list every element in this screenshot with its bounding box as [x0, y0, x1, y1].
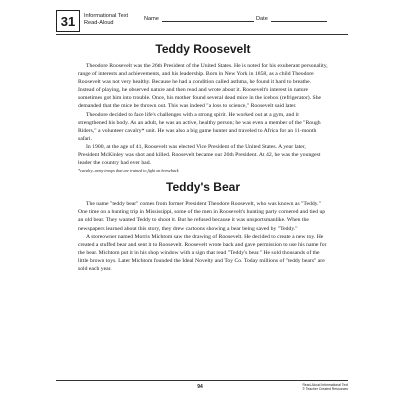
article2-paragraph: A storeowner named Morris Michtom saw the drawing of Roosevelt. He decided to create a new toy. He created a stuffed bear and sent it to Roosevelt. Roosevelt wrote back and gave permission to use his name for the bear. Michtom put it in his shop window with a sign that read "Teddy's bear." He sold thousands of the little brown toys. Later Michtom founded the Ideal Novelty and Toy Co. Today millions of "teddy bears" are sold each year.: [78, 233, 327, 272]
article1-paragraph: In 1900, at the age of 41, Roosevelt was elected Vice President of the United States. A year later, President McKinley was shot and killed. Roosevelt became our 26th President. At 42, he was the youngest leader the country had ever had.: [78, 143, 321, 167]
footer-page-number: 94: [197, 384, 203, 390]
page-number-badge: 31: [56, 10, 80, 32]
header-divider: [56, 34, 348, 35]
date-field[interactable]: [256, 15, 327, 22]
footnote: *cavalry–army troops that are trained to fight on horseback: [78, 168, 179, 174]
footer-divider: [56, 380, 348, 381]
article1-paragraph: Theodore Roosevelt was the 26th President of the United States. He is noted for his exuberant personality, range of interests and achievements, and his leadership. Born in New York in 1858, as a child Theodore Roosevelt was not very healthy. Because he had a condition called asthma, he found it hard to breathe. Instead of playing, he observed nature and then read and wrote about it. Roosevelt's interest in nature sometimes got him into trouble. Once, his mother found several dead mice in the icebox (refrigerator). She demanded that the mice be thrown out. This was indeed "a loss to science," Roosevelt said later.: [78, 63, 328, 110]
footer-credit: [268, 383, 348, 391]
date-label: Date: [256, 16, 268, 22]
article1-paragraph: Theodore decided to face life's challenges with a strong spirit. He worked out at a gym, and it strengthened his body. As an adult, he was an active, healthy person; he was even a member of the "Rough Riders," a volunteer cavalry* unit. He was also a big game hunter and traveled to Africa for an 11-month safari.: [78, 111, 321, 142]
article-title-roosevelt: Teddy Roosevelt: [155, 42, 251, 56]
name-label: Name: [144, 16, 159, 22]
article2-paragraph: The name "teddy bear" comes from former President Theodore Roosevelt, who was known as "Teddy." One time on a hunting trip in Mississippi, some of the men in Roosevelt's hunting party cornered and tied up an old bear. They wanted Teddy to shoot it. But he refused because it was unsportsmanlike. When the newspapers learned about this story, they drew cartoons showing a bear being saved by "Teddy.": [78, 201, 326, 232]
name-field[interactable]: [144, 15, 254, 22]
footer-credit-line2: © Teacher Created Resources: [302, 387, 348, 392]
date-line[interactable]: [271, 15, 327, 22]
section-label: [84, 13, 128, 27]
footer-credit-line1: Read-Aloud Informational Text: [302, 383, 348, 387]
name-line[interactable]: [162, 15, 254, 22]
section-label-line1: Informational Text: [84, 13, 129, 19]
page-header: [56, 10, 348, 32]
worksheet-content: [78, 40, 328, 273]
article-title-teddys-bear: Teddy's Bear: [166, 180, 240, 195]
section-label-line2: Read-Aloud: [84, 20, 114, 26]
